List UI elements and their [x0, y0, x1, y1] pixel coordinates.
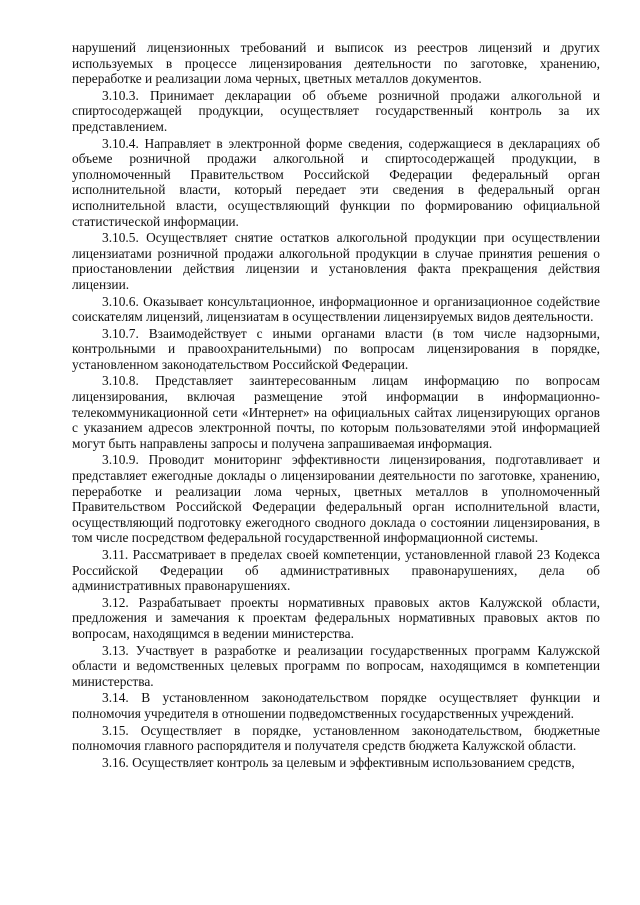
paragraph-3-10-9: 3.10.9. Проводит мониторинг эффективности лицензирования, подготавливает и представляет ежегодные доклады о лицензировании деятельности по заготовке, хранению, переработке и реализации лома черных, цветных металлов в уполномоченный Правительством Российской Федерации федеральный орган исполнительной власти, осуществляющий подготовку ежегодного сводного доклада о состоянии лицензирования, в том числе посредством федеральной государственной информационной системы. [72, 452, 600, 546]
paragraph-3-10-7: 3.10.7. Взаимодействует с иными органами власти (в том числе надзорными, контрольными и правоохранительными) по вопросам лицензирования в порядке, установленном законодательством Российской Федерации. [72, 325, 600, 372]
paragraph-3-10-3: 3.10.3. Принимает декларации об объеме розничной продажи алкогольной и спиртосодержащей продукции, осуществляет государственный контроль за их представлением. [72, 87, 600, 134]
paragraph-3-10-6: 3.10.6. Оказывает консультационное, информационное и организационное содействие соискателям лицензий, лицензиатам в осуществлении лицензируемых видов деятельности. [72, 293, 600, 325]
document-page [72, 40, 600, 770]
paragraph-3-14: 3.14. В установленном законодательством порядке осуществляет функции и полномочия учредителя в отношении подведомственных государственных учреждений. [72, 690, 600, 721]
paragraph-3-10-8: 3.10.8. Представляет заинтересованным лицам информацию по вопросам лицензирования, включая размещение этой информации в информационно-телекоммуникационной сети «Интернет» на официальных сайтах лицензирующих органов с указанием адресов электронной почты, по которым пользователями этой информацией могут быть направлены запросы и получена запрашиваемая информация. [72, 373, 600, 451]
paragraph-3-13: 3.13. Участвует в разработке и реализации государственных программ Калужской области и ведомственных целевых программ по вопросам, находящимся в компетенции министерства. [72, 642, 600, 689]
paragraph-continuation: нарушений лицензионных требований и выписок из реестров лицензий и других используемых в процессе лицензирования деятельности по заготовке, хранению, переработке и реализации лома черных, цветных металлов документов. [72, 40, 600, 87]
paragraph-3-10-5: 3.10.5. Осуществляет снятие остатков алкогольной продукции при осуществлении лицензиатами розничной продажи алкогольной продукции в случае принятия решения о приостановлении действия лицензии и установления факта прекращения действия лицензии. [72, 230, 600, 292]
paragraph-3-16: 3.16. Осуществляет контроль за целевым и эффективным использованием средств, [102, 754, 575, 770]
paragraph-3-10-4: 3.10.4. Направляет в электронной форме сведения, содержащиеся в декларациях об объеме розничной продажи алкогольной и спиртосодержащей продукции, в уполномоченный Правительством Российской Федерации федеральный орган исполнительной власти, который передает эти сведения в федеральный орган исполнительной власти, осуществляющий функции по формированию официальной статистической информации. [72, 135, 600, 229]
paragraph-3-11: 3.11. Рассматривает в пределах своей компетенции, установленной главой 23 Кодекса Российской Федерации об административных правонарушениях, дела об административных правонарушениях. [72, 547, 600, 594]
paragraph-3-15: 3.15. Осуществляет в порядке, установленном законодательством, бюджетные полномочия главного распорядителя и получателя средств бюджета Калужской области. [72, 722, 600, 754]
paragraph-3-12: 3.12. Разрабатывает проекты нормативных правовых актов Калужской области, предложения и замечания к проектам федеральных нормативных правовых актов по вопросам, находящимся в ведении министерства. [72, 594, 600, 641]
